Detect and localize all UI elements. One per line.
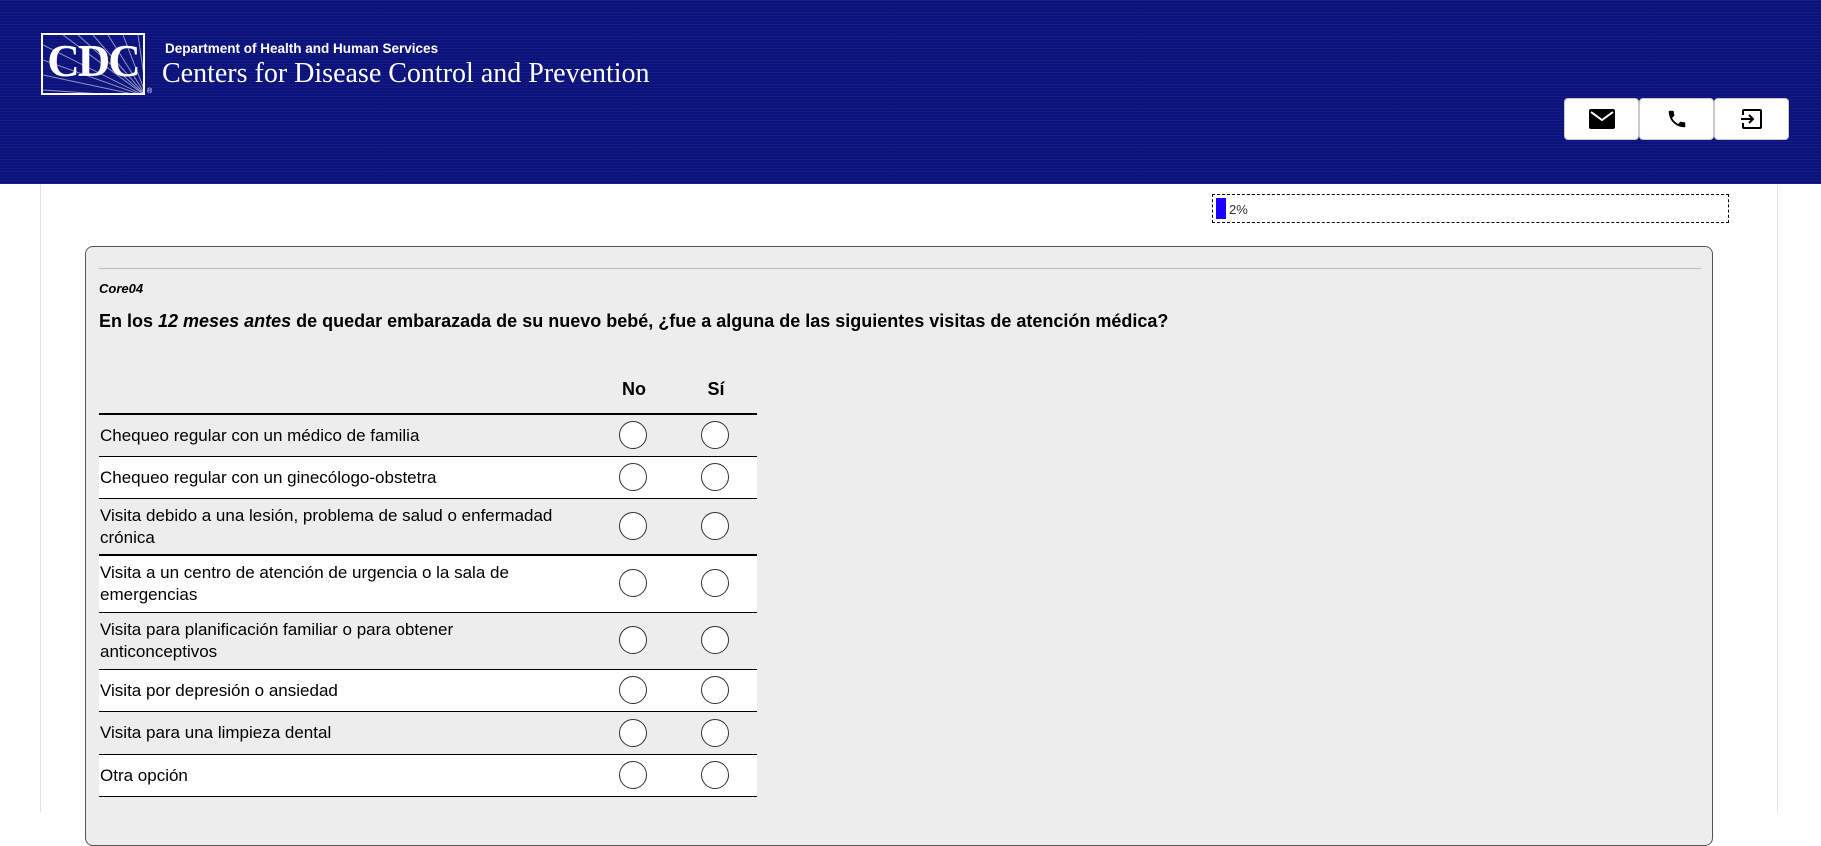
question-text-start: En los xyxy=(99,311,159,331)
progress-bar xyxy=(1212,194,1729,223)
progress-label: 2% xyxy=(1229,202,1248,217)
email-button[interactable] xyxy=(1564,98,1639,140)
question-text-end: de quedar embarazada de su nuevo bebé, ¿fue a alguna de las siguientes visitas de atención médica? xyxy=(291,311,1169,331)
organization-name: Centers for Disease Control and Prevention xyxy=(162,58,650,89)
divider xyxy=(99,268,1701,269)
table-row xyxy=(99,755,757,797)
radio-si[interactable] xyxy=(701,719,729,747)
table-row xyxy=(99,499,757,556)
radio-si[interactable] xyxy=(701,463,729,491)
row-label: Visita para planificación familiar o para obtener anticonceptivos xyxy=(100,620,454,661)
cdc-logo[interactable] xyxy=(41,33,145,95)
question-text xyxy=(99,311,1168,332)
table-row xyxy=(99,457,757,499)
radio-no[interactable] xyxy=(619,512,647,540)
radio-no[interactable] xyxy=(619,569,647,597)
question-panel xyxy=(85,246,1713,846)
table-row xyxy=(99,556,757,613)
column-header-si: Sí xyxy=(707,379,725,399)
radio-si[interactable] xyxy=(701,569,729,597)
phone-button[interactable] xyxy=(1639,98,1714,140)
radio-no[interactable] xyxy=(619,761,647,789)
radio-si[interactable] xyxy=(701,421,729,449)
row-label: Chequeo regular con un ginecólogo-obstetra xyxy=(100,468,437,487)
mail-icon xyxy=(1589,109,1615,129)
phone-icon xyxy=(1666,108,1688,130)
question-text-emphasis: 12 meses antes xyxy=(158,311,292,331)
department-name: Department of Health and Human Services xyxy=(165,41,439,56)
progress-fill xyxy=(1216,198,1226,219)
radio-no[interactable] xyxy=(619,421,647,449)
radio-no[interactable] xyxy=(619,463,647,491)
row-label: Chequeo regular con un médico de familia xyxy=(100,426,420,445)
table-row xyxy=(99,712,757,755)
row-label: Visita a un centro de atención de urgencia o la sala de emergencias xyxy=(100,563,509,604)
table-row xyxy=(99,613,757,670)
radio-si[interactable] xyxy=(701,676,729,704)
radio-si[interactable] xyxy=(701,761,729,789)
question-id: Core04 xyxy=(99,281,144,296)
radio-no[interactable] xyxy=(619,719,647,747)
logo-text: CDC xyxy=(47,36,139,86)
table-row xyxy=(99,670,757,712)
answer-rows xyxy=(99,413,757,797)
row-label: Otra opción xyxy=(100,766,188,785)
radio-si[interactable] xyxy=(701,626,729,654)
row-label: Visita debido a una lesión, problema de salud o enfermadad crónica xyxy=(100,506,553,547)
radio-no[interactable] xyxy=(619,676,647,704)
site-header xyxy=(0,0,1821,184)
trademark: ® xyxy=(147,88,153,95)
row-label: Visita para una limpieza dental xyxy=(100,723,332,742)
sign-out-icon xyxy=(1740,107,1764,131)
table-row xyxy=(99,415,757,457)
column-header-no: No xyxy=(622,379,646,399)
radio-si[interactable] xyxy=(701,512,729,540)
exit-button[interactable] xyxy=(1714,98,1789,140)
row-label: Visita por depresión o ansiedad xyxy=(100,681,338,700)
radio-no[interactable] xyxy=(619,626,647,654)
